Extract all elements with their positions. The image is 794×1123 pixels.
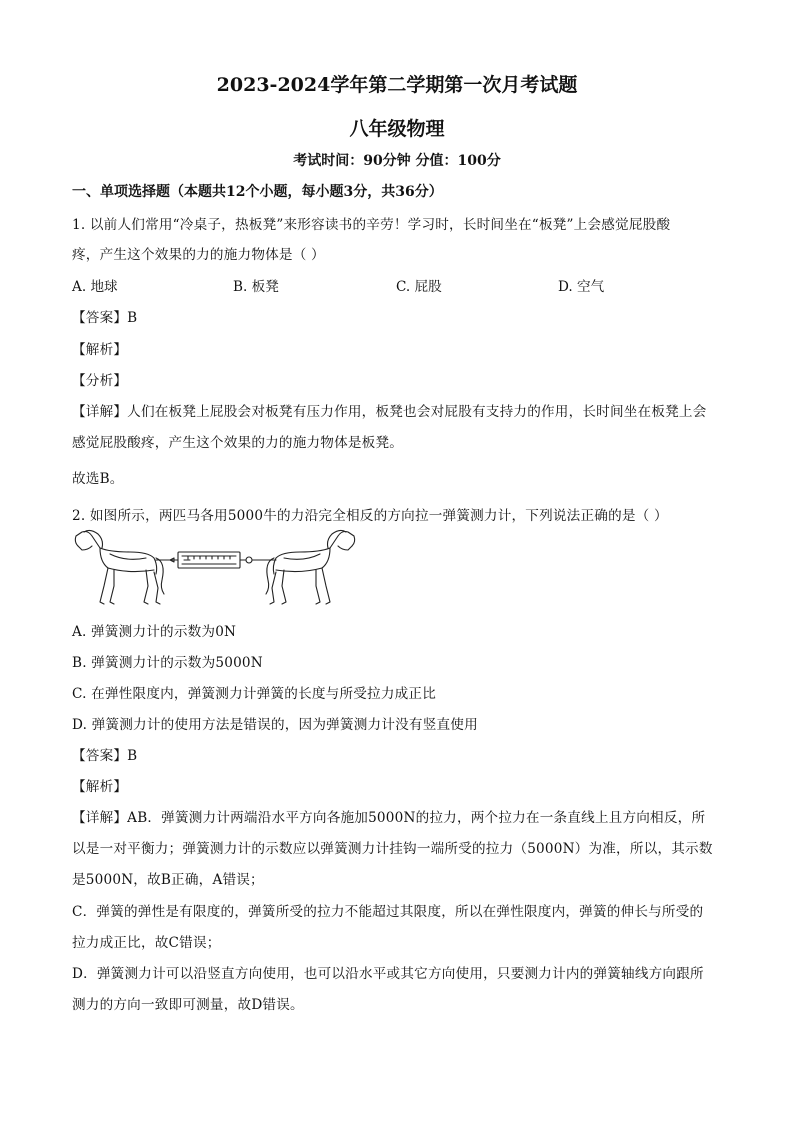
q1-conclusion: 故选B。 bbox=[72, 471, 124, 487]
q1-option-c: C. 屁股 bbox=[396, 279, 442, 295]
subject-title: 八年级物理 bbox=[349, 118, 445, 140]
horses-spring-scale-figure bbox=[70, 528, 360, 610]
q2-option-a: A. 弹簧测力计的示数为0N bbox=[72, 624, 237, 640]
q2-detail-line: 拉力成正比，故C错误； bbox=[72, 935, 221, 951]
spring-scale-icon bbox=[170, 552, 252, 568]
q1-answer: 【答案】B bbox=[72, 310, 138, 326]
q2-detail-line: 测力的方向一致即可测量，故D错误。 bbox=[72, 997, 304, 1013]
q2-answer: 【答案】B bbox=[72, 748, 138, 764]
q1-analysis-tag: 【解析】 bbox=[72, 342, 128, 358]
q2-option-c: C. 在弹性限度内，弹簧测力计弹簧的长度与所受拉力成正比 bbox=[72, 686, 437, 702]
q2-stem: 2. 如图所示，两匹马各用5000牛的力沿完全相反的方向拉一弹簧测力计，下列说法正确的是（ ） bbox=[72, 508, 668, 524]
q1-fenxi-tag: 【分析】 bbox=[72, 373, 128, 389]
q1-option-a: A. 地球 bbox=[72, 279, 118, 295]
section-heading: 一、单项选择题（本题共12个小题，每小题3分，共36分） bbox=[72, 184, 443, 200]
q2-detail-line: 【详解】AB．弹簧测力计两端沿水平方向各施加5000N的拉力，两个拉力在一条直线上且方向相反，所 bbox=[72, 810, 706, 826]
q2-analysis-tag: 【解析】 bbox=[72, 779, 128, 795]
q1-option-d: D. 空气 bbox=[558, 279, 605, 295]
exam-title: 2023-2024学年第二学期第一次月考试题 bbox=[216, 74, 578, 96]
q2-detail-line: 是5000N，故B正确，A错误； bbox=[72, 872, 264, 888]
left-horse-icon bbox=[75, 530, 164, 604]
q2-detail-line: D．弹簧测力计可以沿竖直方向使用，也可以沿水平或其它方向使用，只要测力计内的弹簧轴线方向跟所 bbox=[72, 966, 704, 982]
right-horse-icon bbox=[266, 530, 355, 604]
q1-detail-line2: 感觉屁股酸疼，产生这个效果的力的施力物体是板凳。 bbox=[72, 435, 404, 451]
q2-option-b: B. 弹簧测力计的示数为5000N bbox=[72, 655, 263, 671]
q2-detail-line: C．弹簧的弹性是有限度的，弹簧所受的拉力不能超过其限度，所以在弹性限度内，弹簧的伸长与所受的 bbox=[72, 904, 704, 920]
q2-detail-line: 以是一对平衡力；弹簧测力计的示数应以弹簧测力计挂钩一端所受的拉力（5000N）为准，所以，其示数 bbox=[72, 841, 713, 857]
q1-detail-line1: 【详解】人们在板凳上屁股会对板凳有压力作用，板凳也会对屁股有支持力的作用，长时间坐在板凳上会 bbox=[72, 404, 707, 420]
q1-stem-line1: 1. 以前人们常用“冷桌子，热板凳”来形容读书的辛劳！学习时，长时间坐在“板凳”上会感觉屁股酸 bbox=[72, 217, 671, 233]
exam-info: 考试时间：90分钟 分值：100分 bbox=[293, 153, 501, 169]
q2-option-d: D. 弹簧测力计的使用方法是错误的，因为弹簧测力计没有竖直使用 bbox=[72, 717, 478, 733]
q1-option-b: B. 板凳 bbox=[233, 279, 279, 295]
q1-stem-line2: 疼，产生这个效果的力的施力物体是（ ） bbox=[72, 247, 325, 263]
